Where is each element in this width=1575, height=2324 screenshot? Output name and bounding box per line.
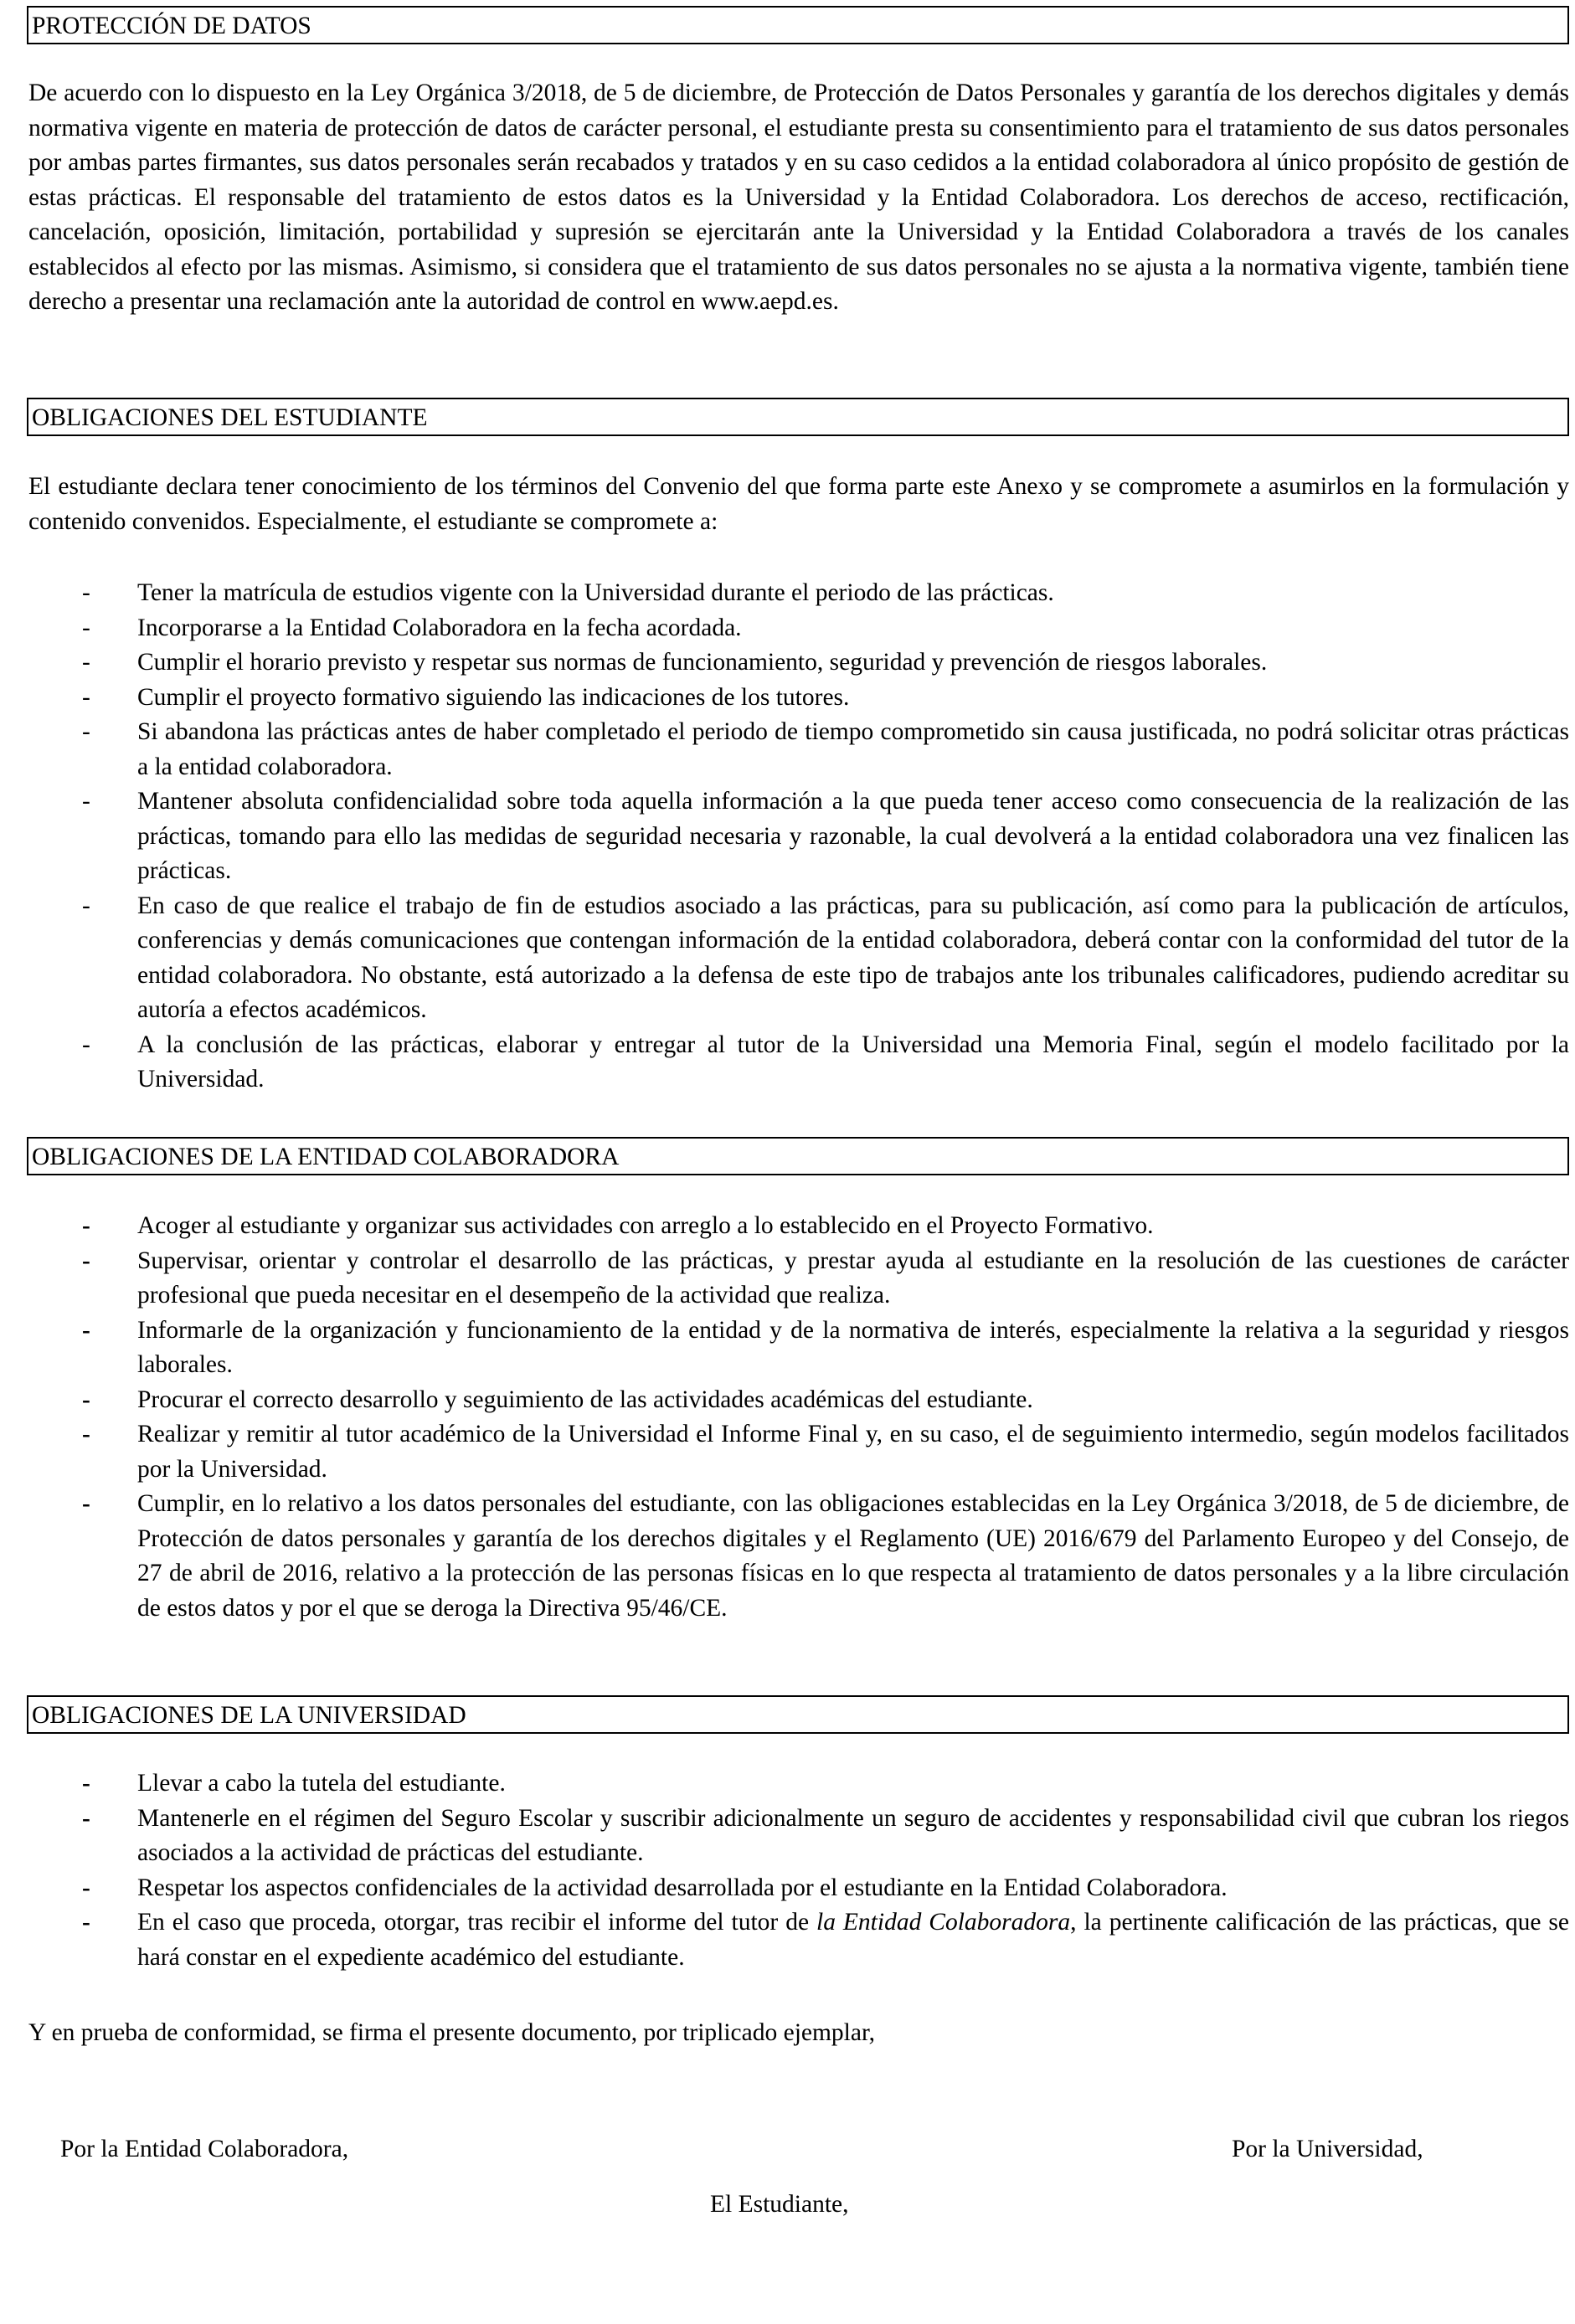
- proteccion-datos-paragraph: De acuerdo con lo dispuesto en la Ley Orgánica 3/2018, de 5 de diciembre, de Protección de Datos Personales y garantía de los derechos digitales y demás normativa vigente en materia de protección de datos de carácter personal, el estudiante presta su consentimiento para el tratamiento de sus datos personales por ambas partes firmantes, sus datos personales serán recabados y tratados y en su caso cedidos a la entidad colaboradora al único propósito de gestión de estas prácticas. El responsable del tratamiento de estos datos es la Universidad y la Entidad Colaboradora. Los derechos de acceso, rectificación, cancelación, oposición, limitación, portabilidad y supresión se ejercitarán ante la Universidad y la Entidad Colaboradora a través de los canales establecidos al efecto por las mismas. Asimismo, si considera que el tratamiento de sus datos personales no se ajusta a la normativa vigente, también tiene derecho a presentar una reclamación ante la autoridad de control en www.aepd.es.: [28, 80, 1569, 315]
- section-title: OBLIGACIONES DE LA ENTIDAD COLABORADORA: [32, 1144, 620, 1170]
- list-item-text: Llevar a cabo la tutela del estudiante.: [137, 1770, 506, 1797]
- list-item-text: Acoger al estudiante y organizar sus actividades con arreglo a lo establecido en el Proyecto Formativo.: [137, 1212, 1154, 1239]
- list-item-text: [137, 1909, 1569, 1971]
- dash-bullet: -: [82, 579, 90, 606]
- signature-label-estudiante: El Estudiante,: [710, 2191, 849, 2218]
- dash-bullet: -: [82, 1770, 90, 1797]
- list-item: [28, 1487, 1569, 1626]
- list-item: [28, 576, 1569, 611]
- dash-bullet: -: [82, 1421, 90, 1447]
- entidad-obligations-list: [28, 1209, 1569, 1626]
- list-item: [28, 889, 1569, 1028]
- list-item: [28, 1871, 1569, 1906]
- list-item: [28, 1314, 1569, 1383]
- dash-bullet: -: [82, 614, 90, 641]
- list-item-text: Informarle de la organización y funcionamiento de la entidad y de la normativa de interés, especialmente la relativa a la seguridad y riesgos laborales.: [137, 1316, 1569, 1378]
- list-item: [28, 1905, 1569, 1975]
- list-item-text: Cumplir el proyecto formativo siguiendo las indicaciones de los tutores.: [137, 683, 850, 711]
- closing-statement: Y en prueba de conformidad, se firma el presente documento, por triplicado ejemplar,: [28, 2019, 875, 2046]
- section-title: PROTECCIÓN DE DATOS: [32, 13, 311, 39]
- dash-bullet: -: [82, 718, 90, 745]
- dash-bullet: -: [82, 683, 90, 711]
- text-segment: En el caso que proceda, otorgar, tras recibir el informe del tutor de: [137, 1909, 816, 1936]
- dash-bullet: -: [82, 1316, 90, 1344]
- list-item: [28, 1209, 1569, 1244]
- section-title: OBLIGACIONES DEL ESTUDIANTE: [32, 404, 428, 431]
- dash-bullet: -: [82, 1874, 90, 1901]
- list-item-text: Respetar los aspectos confidenciales de la actividad desarrollada por el estudiante en la Entidad Colaboradora.: [137, 1874, 1228, 1901]
- section-header-obligaciones-estudiante: [27, 398, 1569, 436]
- dash-bullet: -: [82, 1031, 90, 1058]
- dash-bullet: -: [82, 892, 90, 919]
- list-item: [28, 715, 1569, 784]
- section-title: OBLIGACIONES DE LA UNIVERSIDAD: [32, 1702, 466, 1729]
- list-item: [28, 681, 1569, 716]
- italic-text-segment: la Entidad Colaboradora: [816, 1909, 1071, 1936]
- dash-bullet: -: [82, 1247, 90, 1274]
- list-item-text: En caso de que realice el trabajo de fin de estudios asociado a las prácticas, para su publicación, así como para la publicación de artículos, conferencias y demás comunicaciones que contengan información de la entidad colaboradora, deberá contar con la conformidad del tutor de la entidad colaboradora. No obstante, está autorizado a la defensa de este tipo de trabajos ante los tribunales calificadores, pudiendo acreditar su autoría a efectos académicos.: [137, 892, 1569, 1023]
- dash-bullet: -: [82, 1804, 90, 1832]
- list-item-text: Supervisar, orientar y controlar el desarrollo de las prácticas, y prestar ayuda al estudiante en la resolución de las cuestiones de carácter profesional que pueda necesitar en el desempeño de la actividad que realiza.: [137, 1247, 1569, 1309]
- list-item: [28, 1802, 1569, 1871]
- list-item-text: Realizar y remitir al tutor académico de la Universidad el Informe Final y, en su caso, el de seguimiento intermedio, según modelos facilitados por la Universidad.: [137, 1421, 1569, 1483]
- list-item-text: Incorporarse a la Entidad Colaboradora en la fecha acordada.: [137, 614, 742, 641]
- section-header-proteccion-datos: [27, 6, 1569, 44]
- list-item: [28, 1383, 1569, 1418]
- estudiante-obligations-list: [28, 576, 1569, 1098]
- list-item: [28, 1028, 1569, 1098]
- list-item-text: Tener la matrícula de estudios vigente con la Universidad durante el periodo de las prácticas.: [137, 579, 1054, 606]
- list-item-text: Si abandona las prácticas antes de haber completado el periodo de tiempo comprometido sin causa justificada, no podrá solicitar otras prácticas a la entidad colaboradora.: [137, 718, 1569, 780]
- dash-bullet: -: [82, 1909, 90, 1936]
- dash-bullet: -: [82, 649, 90, 676]
- list-item-text: Procurar el correcto desarrollo y seguimiento de las actividades académicas del estudiante.: [137, 1386, 1033, 1413]
- signature-label-universidad: Por la Universidad,: [1232, 2136, 1423, 2162]
- list-item: [28, 784, 1569, 889]
- dash-bullet: -: [82, 788, 90, 815]
- list-item: [28, 1766, 1569, 1802]
- list-item-text: Cumplir el horario previsto y respetar sus normas de funcionamiento, seguridad y prevención de riesgos laborales.: [137, 649, 1268, 676]
- list-item: [28, 1244, 1569, 1314]
- universidad-obligations-list: [28, 1766, 1569, 1975]
- signature-label-entidad: Por la Entidad Colaboradora,: [60, 2136, 349, 2162]
- section-header-obligaciones-entidad: [27, 1137, 1569, 1175]
- dash-bullet: -: [82, 1212, 90, 1239]
- list-item-text: A la conclusión de las prácticas, elaborar y entregar al tutor de la Universidad una Memoria Final, según el modelo facilitado por la Universidad.: [137, 1031, 1569, 1093]
- list-item: [28, 611, 1569, 646]
- list-item-text: Mantener absoluta confidencialidad sobre toda aquella información a la que pueda tener acceso como consecuencia de la realización de las prácticas, tomando para ello las medidas de seguridad necesaria y razonable, la cual devolverá a la entidad colaboradora una vez finalicen las prácticas.: [137, 788, 1569, 884]
- dash-bullet: -: [82, 1386, 90, 1413]
- text-segment: , la pertinente calificación de las prácticas, que se hará constar en el expediente académico del estudiante.: [137, 1909, 1569, 1971]
- list-item-text: Mantenerle en el régimen del Seguro Escolar y suscribir adicionalmente un seguro de accidentes y responsabilidad civil que cubran los riegos asociados a la actividad de prácticas del estudiante.: [137, 1804, 1569, 1866]
- list-item: [28, 1417, 1569, 1487]
- list-item: [28, 645, 1569, 681]
- section-header-obligaciones-universidad: [27, 1695, 1569, 1734]
- estudiante-intro-paragraph: El estudiante declara tener conocimiento de los términos del Convenio del que forma parte este Anexo y se compromete a asumirlos en la formulación y contenido convenidos. Especialmente, el estudiante se compromete a:: [28, 473, 1569, 535]
- list-item-text: Cumplir, en lo relativo a los datos personales del estudiante, con las obligaciones establecidas en la Ley Orgánica 3/2018, de 5 de diciembre, de Protección de datos personales y garantía de los derechos digitales y el Reglamento (UE) 2016/679 del Parlamento Europeo y del Consejo, de 27 de abril de 2016, relativo a la protección de las personas físicas en lo que respecta al tratamiento de datos personales y a la libre circulación de estos datos y por el que se deroga la Directiva 95/46/CE.: [137, 1490, 1569, 1622]
- dash-bullet: -: [82, 1490, 90, 1517]
